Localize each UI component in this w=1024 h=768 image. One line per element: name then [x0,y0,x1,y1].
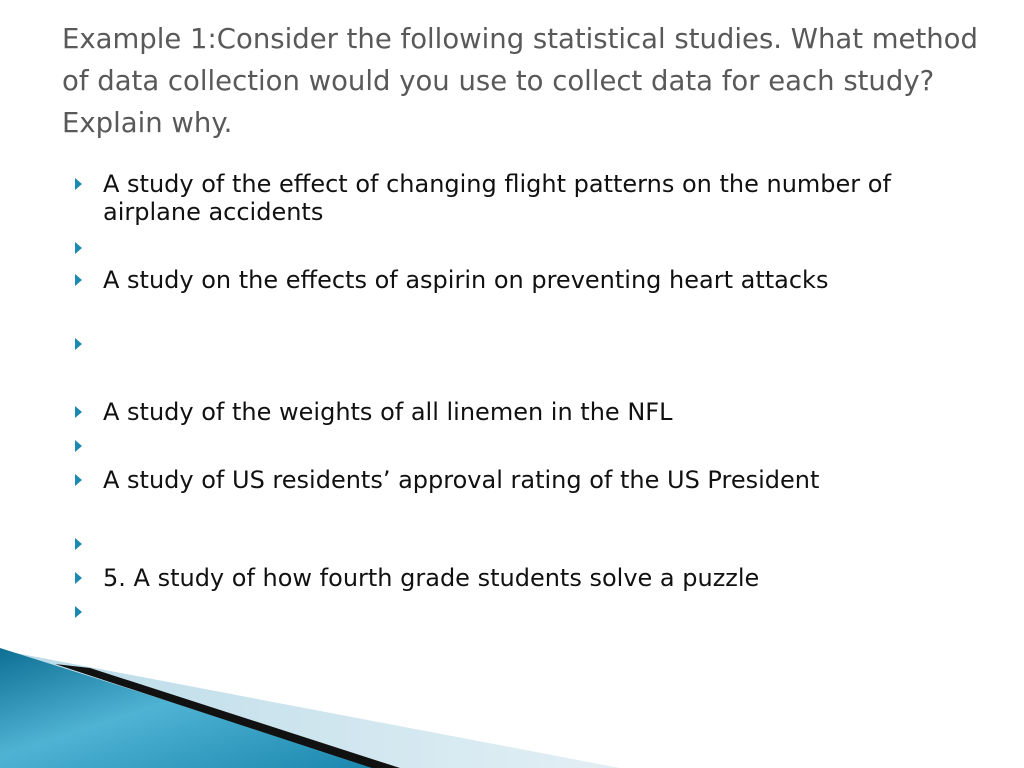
bullet-text: A study on the effects of aspirin on preventing heart attacks [103,266,829,294]
bullet-text: A study of the effect of changing flight patterns on the number of airplane accidents [103,170,891,226]
bullet-text: A study of the weights of all linemen in the NFL [103,398,673,426]
bullet-text: 5. A study of how fourth grade students solve a puzzle [103,564,760,592]
bullet-text: A study of US residents’ approval rating of the US President [103,466,820,494]
slide-title: Example 1:Consider the following statistical studies. What method of data collection would you use to collect data for each study? Explain why. [62,23,978,139]
